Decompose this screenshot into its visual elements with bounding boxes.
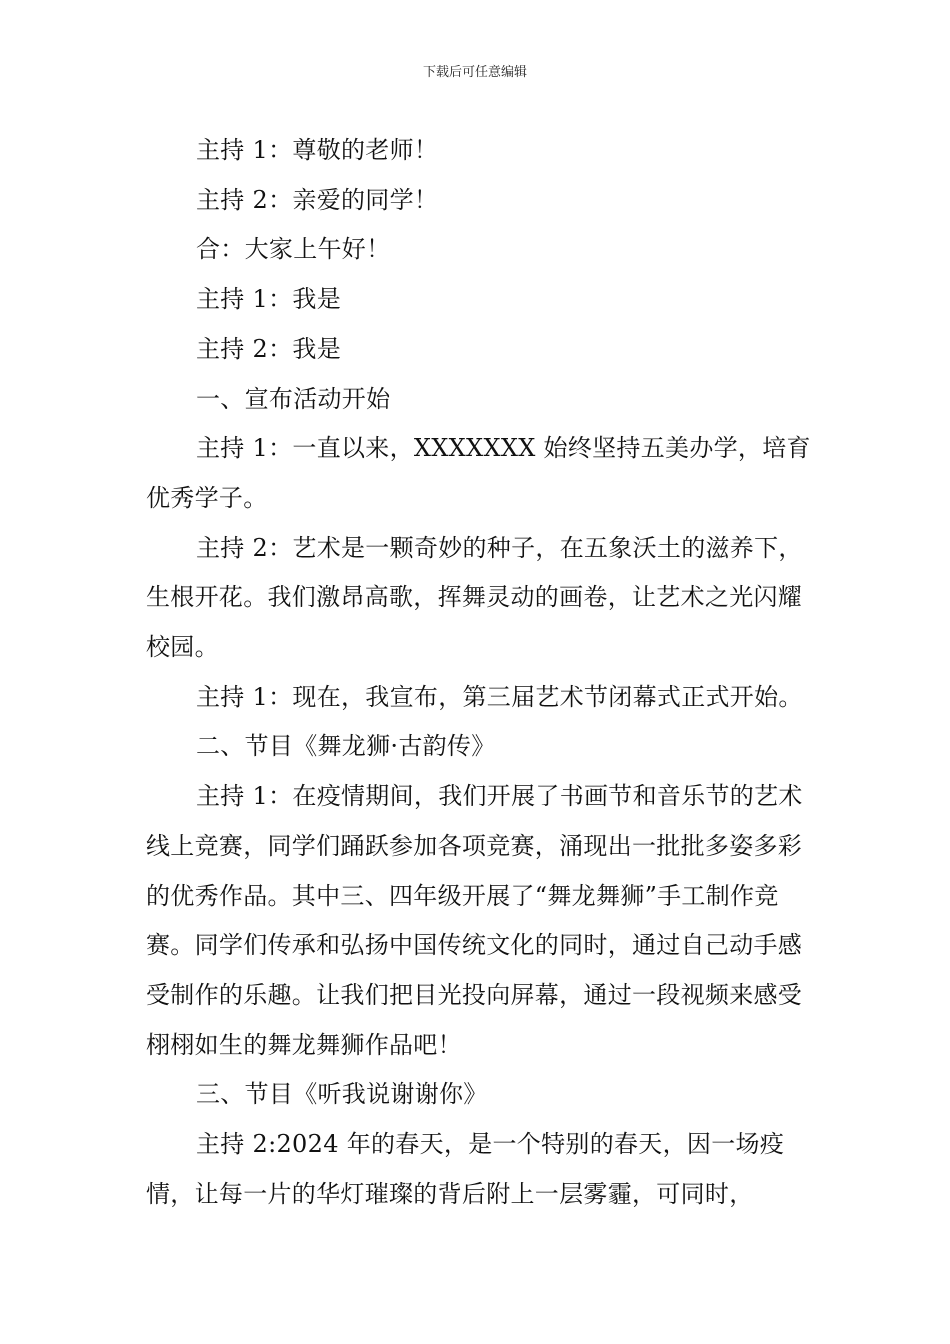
paragraph-host1-announce: 主持 1：现在，我宣布，第三届艺术节闭幕式正式开始。 — [196, 682, 803, 711]
paragraph-host2-spring: 主持 2:2024 年的春天，是一个特别的春天，因一场疫情，让每一片的华灯璀璨的背后附上一层雾霾，可同时， — [146, 1130, 785, 1208]
section-heading-3: 三、节目《听我说谢谢你》 — [196, 1080, 488, 1109]
document-body — [146, 126, 816, 1219]
paragraph-host1-greeting: 主持 1：尊敬的老师！ — [196, 136, 439, 164]
section-heading-1: 一、宣布活动开始 — [196, 384, 391, 413]
paragraph-host2-art: 主持 2：艺术是一颗奇妙的种子，在五象沃土的滋养下，生根开花。我们激昂高歌，挥舞灵动的画卷，让艺术之光闪耀校园。 — [146, 533, 803, 662]
section-heading-2: 二、节目《舞龙狮·古韵传》 — [196, 732, 496, 761]
page-header: 下载后可任意编辑 — [422, 65, 527, 80]
paragraph-host2-intro: 主持 2：我是 — [196, 334, 341, 363]
paragraph-together-greeting: 合：大家上午好！ — [196, 235, 391, 264]
paragraph-host1-school: 主持 1：一直以来，XXXXXXX 始终坚持五美办学，培育优秀学子。 — [146, 434, 811, 512]
paragraph-host1-competition: 主持 1：在疫情期间，我们开展了书画节和音乐节的艺术线上竞赛，同学们踊跃参加各项竞赛，涌现出一批批多姿多彩的优秀作品。其中三、四年级开展了“舞龙舞狮”手工制作竞赛。同学们传承和弘扬中国传统文化的同时，通过自己动手感受制作的乐趣。让我们把目光投向屏幕，通过一段视频来感受栩栩如生的舞龙舞狮作品吧！ — [146, 782, 803, 1059]
paragraph-host1-intro: 主持 1：我是 — [196, 285, 341, 314]
paragraph-host2-greeting: 主持 2：亲爱的同学！ — [196, 185, 439, 214]
